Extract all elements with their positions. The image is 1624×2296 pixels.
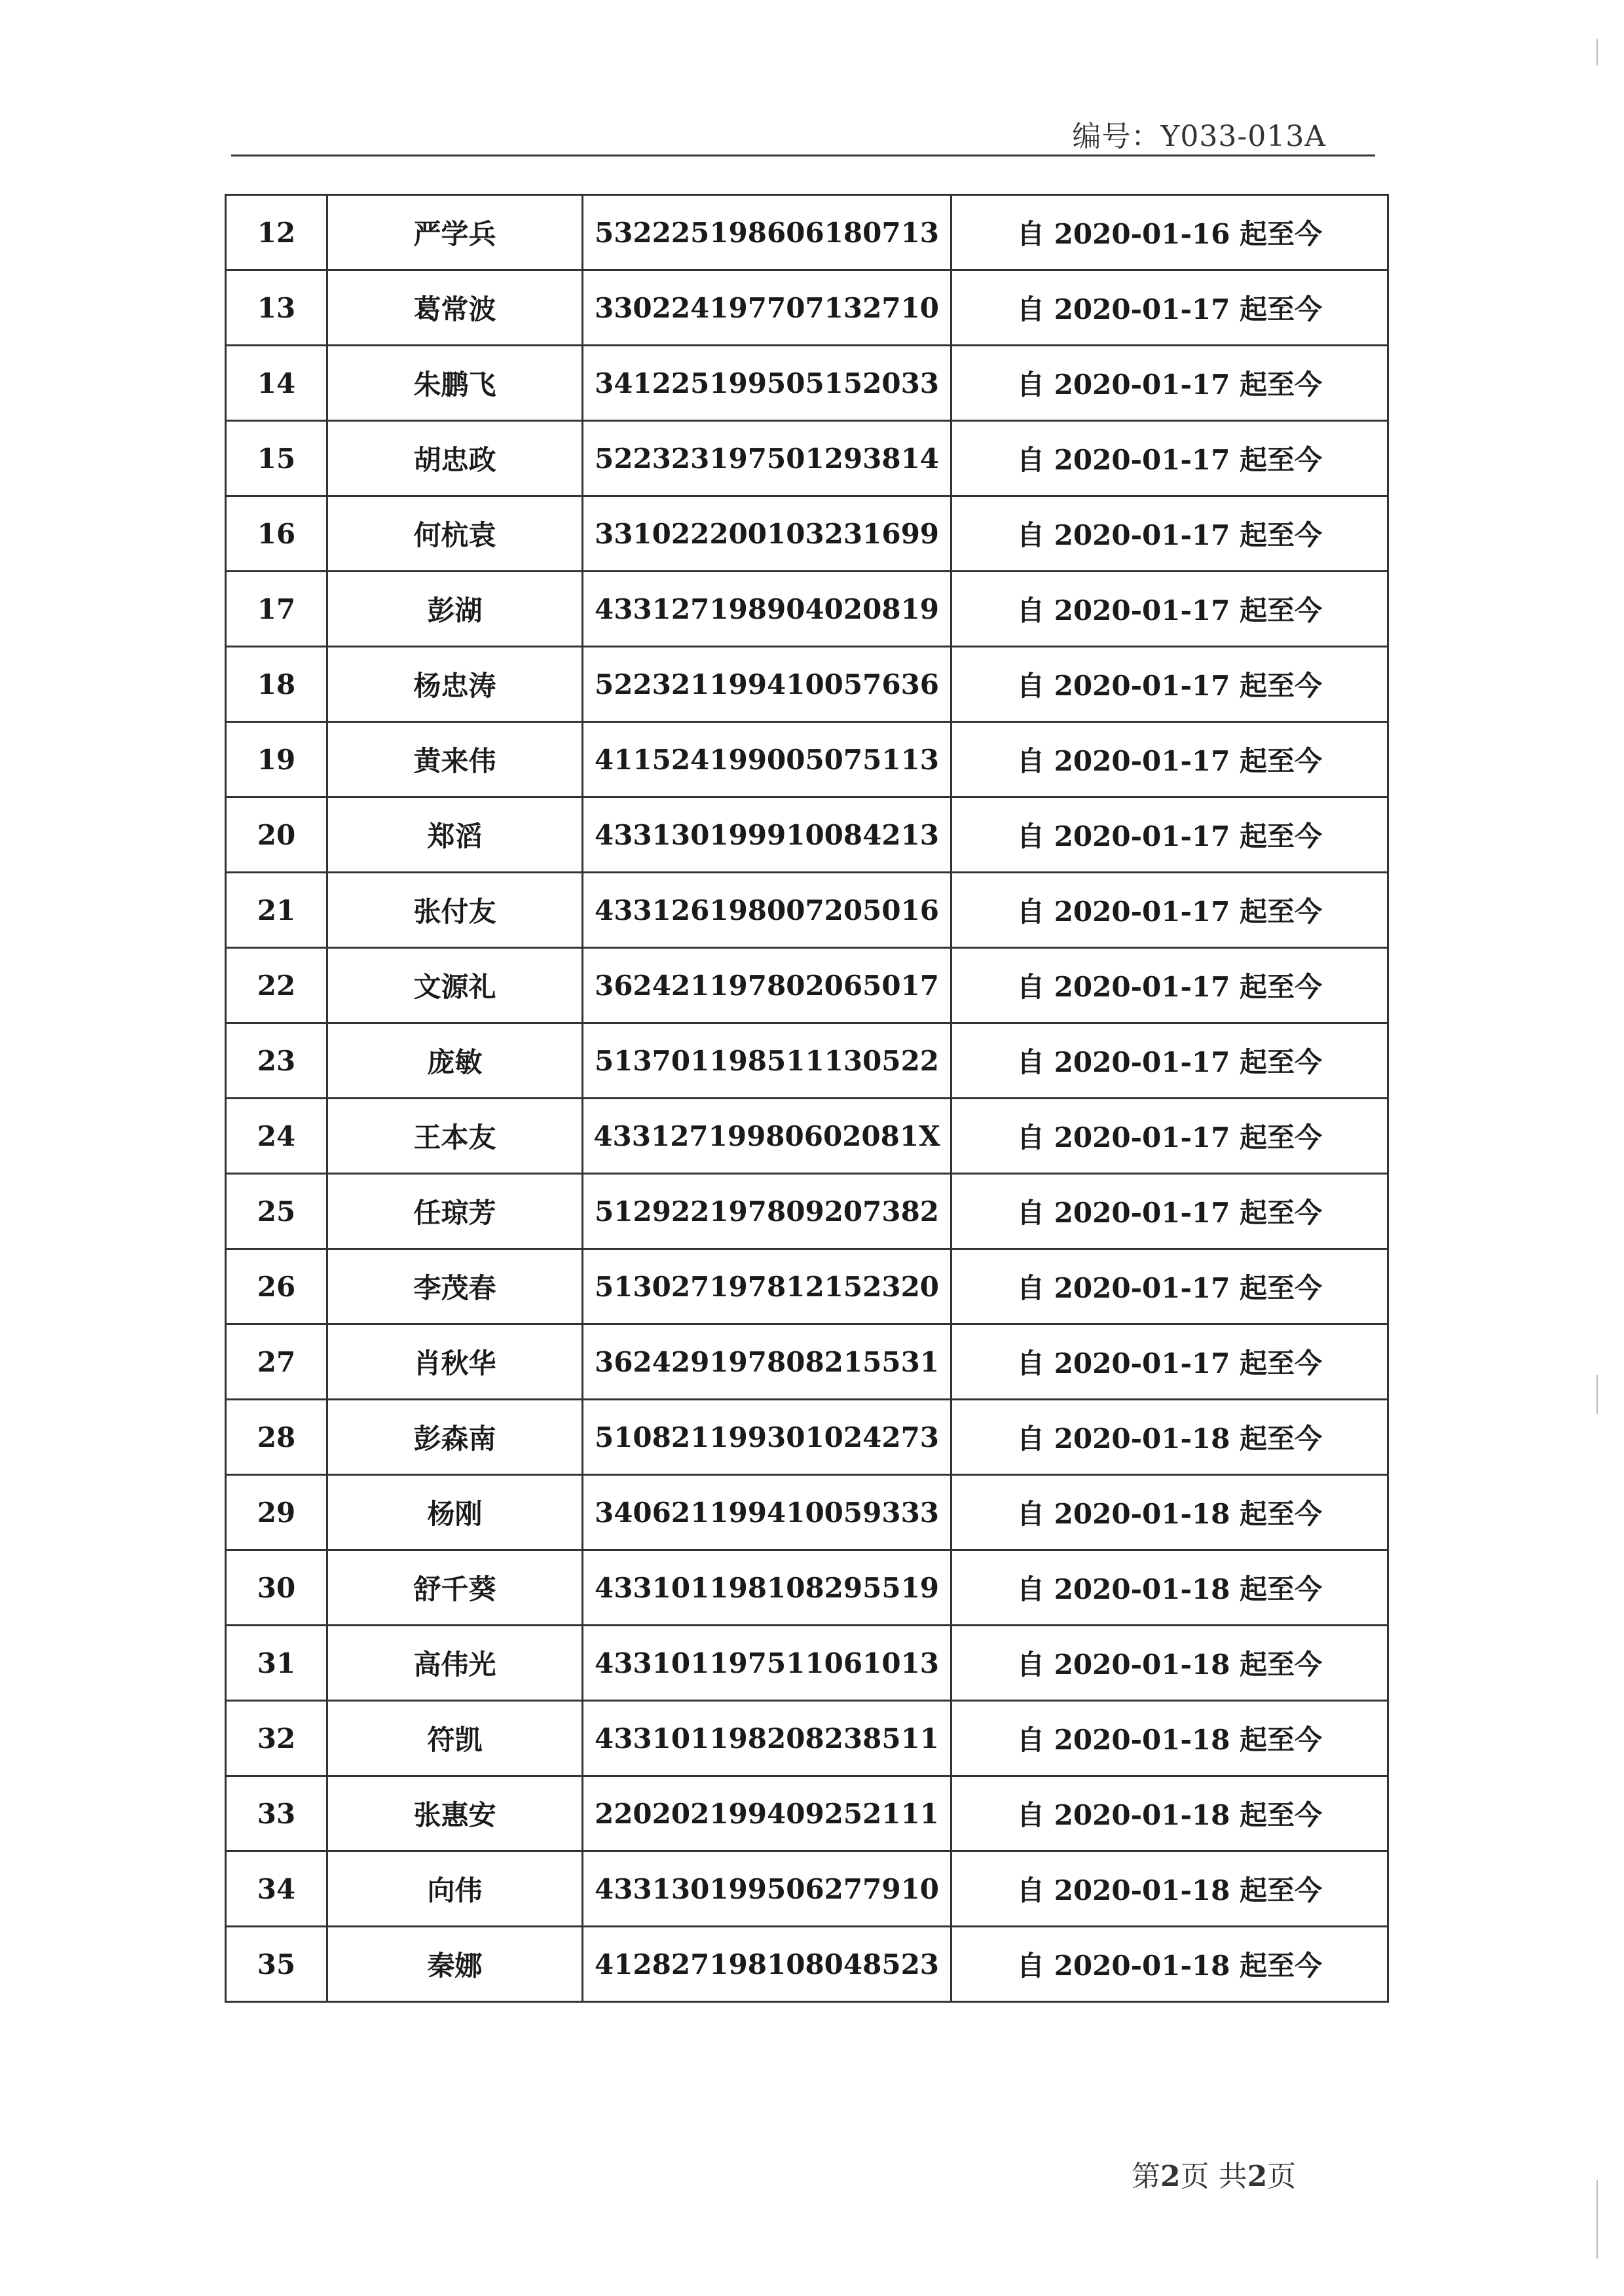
cell-name: 彭森南: [327, 1400, 583, 1475]
staff-table-container: [225, 194, 1379, 2003]
cell-id-number: 433101197511061013: [583, 1626, 951, 1701]
cell-id-number: 362429197808215531: [583, 1324, 951, 1400]
cell-name: 杨忠涛: [327, 647, 583, 722]
table-row: [226, 346, 1388, 421]
table-row: [226, 572, 1388, 647]
table-row: [226, 195, 1388, 270]
page-suffix: 页: [1267, 2160, 1297, 2193]
page-current: 2: [1160, 2160, 1181, 2193]
cell-id-number: 510821199301024273: [583, 1400, 951, 1475]
cell-number: 34: [226, 1851, 327, 1927]
table-row: [226, 1174, 1388, 1249]
cell-period: 自 2020-01-17 起至今: [951, 1023, 1388, 1099]
cell-id-number: 340621199410059333: [583, 1475, 951, 1550]
cell-period: 自 2020-01-17 起至今: [951, 722, 1388, 797]
cell-name: 杨刚: [327, 1475, 583, 1550]
cell-number: 30: [226, 1550, 327, 1626]
cell-number: 18: [226, 647, 327, 722]
table-row: [226, 1701, 1388, 1776]
cell-number: 32: [226, 1701, 327, 1776]
cell-name: 舒千葵: [327, 1550, 583, 1626]
cell-number: 24: [226, 1099, 327, 1174]
header-divider: [231, 155, 1375, 156]
cell-id-number: 43312719980602081X: [583, 1099, 951, 1174]
cell-id-number: 433101198108295519: [583, 1550, 951, 1626]
cell-number: 16: [226, 496, 327, 572]
cell-number: 22: [226, 948, 327, 1023]
cell-name: 王本友: [327, 1099, 583, 1174]
cell-period: 自 2020-01-17 起至今: [951, 948, 1388, 1023]
cell-id-number: 412827198108048523: [583, 1927, 951, 2002]
cell-id-number: 330224197707132710: [583, 270, 951, 346]
table-row: [226, 1324, 1388, 1400]
cell-period: 自 2020-01-17 起至今: [951, 1174, 1388, 1249]
table-row: [226, 496, 1388, 572]
cell-name: 张付友: [327, 873, 583, 948]
cell-id-number: 513701198511130522: [583, 1023, 951, 1099]
cell-id-number: 522321199410057636: [583, 647, 951, 722]
staff-table: [225, 194, 1389, 2003]
scan-edge-mark: [1596, 1375, 1598, 1414]
cell-period: 自 2020-01-18 起至今: [951, 1701, 1388, 1776]
table-row: [226, 1475, 1388, 1550]
cell-period: 自 2020-01-18 起至今: [951, 1400, 1388, 1475]
cell-name: 李茂春: [327, 1249, 583, 1324]
cell-number: 25: [226, 1174, 327, 1249]
cell-name: 张惠安: [327, 1776, 583, 1851]
cell-period: 自 2020-01-17 起至今: [951, 421, 1388, 496]
cell-number: 29: [226, 1475, 327, 1550]
cell-name: 胡忠政: [327, 421, 583, 496]
table-row: [226, 873, 1388, 948]
cell-number: 33: [226, 1776, 327, 1851]
cell-id-number: 411524199005075113: [583, 722, 951, 797]
cell-name: 文源礼: [327, 948, 583, 1023]
cell-name: 任琼芳: [327, 1174, 583, 1249]
cell-name: 朱鹏飞: [327, 346, 583, 421]
scan-edge-mark: [1596, 2180, 1598, 2259]
cell-number: 12: [226, 195, 327, 270]
cell-number: 23: [226, 1023, 327, 1099]
cell-number: 28: [226, 1400, 327, 1475]
cell-name: 何杭袁: [327, 496, 583, 572]
table-row: [226, 270, 1388, 346]
cell-period: 自 2020-01-17 起至今: [951, 797, 1388, 873]
cell-name: 葛常波: [327, 270, 583, 346]
cell-id-number: 220202199409252111: [583, 1776, 951, 1851]
document-code: 编号：Y033-013A: [1072, 120, 1326, 153]
cell-period: 自 2020-01-17 起至今: [951, 572, 1388, 647]
cell-name: 彭湖: [327, 572, 583, 647]
cell-period: 自 2020-01-17 起至今: [951, 496, 1388, 572]
table-row: [226, 797, 1388, 873]
cell-id-number: 362421197802065017: [583, 948, 951, 1023]
cell-name: 向伟: [327, 1851, 583, 1927]
cell-id-number: 433127198904020819: [583, 572, 951, 647]
cell-period: 自 2020-01-17 起至今: [951, 647, 1388, 722]
cell-period: 自 2020-01-17 起至今: [951, 1249, 1388, 1324]
table-row: [226, 1550, 1388, 1626]
cell-name: 肖秋华: [327, 1324, 583, 1400]
staff-table-body: [226, 195, 1388, 2002]
cell-period: 自 2020-01-17 起至今: [951, 873, 1388, 948]
cell-number: 17: [226, 572, 327, 647]
cell-period: 自 2020-01-17 起至今: [951, 346, 1388, 421]
cell-number: 20: [226, 797, 327, 873]
cell-number: 14: [226, 346, 327, 421]
cell-period: 自 2020-01-18 起至今: [951, 1550, 1388, 1626]
cell-id-number: 513027197812152320: [583, 1249, 951, 1324]
cell-number: 13: [226, 270, 327, 346]
table-row: [226, 1626, 1388, 1701]
cell-number: 31: [226, 1626, 327, 1701]
cell-period: 自 2020-01-18 起至今: [951, 1475, 1388, 1550]
table-row: [226, 1023, 1388, 1099]
cell-name: 高伟光: [327, 1626, 583, 1701]
table-row: [226, 421, 1388, 496]
cell-number: 27: [226, 1324, 327, 1400]
cell-number: 19: [226, 722, 327, 797]
table-row: [226, 948, 1388, 1023]
table-row: [226, 1099, 1388, 1174]
cell-id-number: 341225199505152033: [583, 346, 951, 421]
cell-number: 15: [226, 421, 327, 496]
cell-name: 秦娜: [327, 1927, 583, 2002]
cell-name: 庞敏: [327, 1023, 583, 1099]
cell-id-number: 512922197809207382: [583, 1174, 951, 1249]
cell-number: 21: [226, 873, 327, 948]
cell-id-number: 433130199506277910: [583, 1851, 951, 1927]
page-indicator: [1132, 2153, 1296, 2195]
cell-id-number: 331022200103231699: [583, 496, 951, 572]
page-mid: 页 共: [1180, 2160, 1247, 2193]
table-row: [226, 722, 1388, 797]
scan-edge-mark: [1596, 39, 1598, 65]
cell-name: 符凯: [327, 1701, 583, 1776]
cell-id-number: 522323197501293814: [583, 421, 951, 496]
table-row: [226, 1927, 1388, 2002]
cell-number: 26: [226, 1249, 327, 1324]
table-row: [226, 647, 1388, 722]
cell-period: 自 2020-01-17 起至今: [951, 270, 1388, 346]
cell-name: 严学兵: [327, 195, 583, 270]
cell-name: 黄来伟: [327, 722, 583, 797]
cell-period: 自 2020-01-17 起至今: [951, 1099, 1388, 1174]
cell-id-number: 433130199910084213: [583, 797, 951, 873]
cell-period: 自 2020-01-18 起至今: [951, 1776, 1388, 1851]
cell-id-number: 433101198208238511: [583, 1701, 951, 1776]
table-row: [226, 1249, 1388, 1324]
page-prefix: 第: [1132, 2160, 1160, 2193]
cell-period: 自 2020-01-17 起至今: [951, 1324, 1388, 1400]
cell-id-number: 532225198606180713: [583, 195, 951, 270]
table-row: [226, 1851, 1388, 1927]
page-total: 2: [1247, 2160, 1268, 2193]
cell-period: 自 2020-01-18 起至今: [951, 1626, 1388, 1701]
cell-period: 自 2020-01-18 起至今: [951, 1851, 1388, 1927]
cell-name: 郑滔: [327, 797, 583, 873]
cell-period: 自 2020-01-18 起至今: [951, 1927, 1388, 2002]
cell-period: 自 2020-01-16 起至今: [951, 195, 1388, 270]
table-row: [226, 1400, 1388, 1475]
table-row: [226, 1776, 1388, 1851]
cell-id-number: 433126198007205016: [583, 873, 951, 948]
cell-number: 35: [226, 1927, 327, 2002]
